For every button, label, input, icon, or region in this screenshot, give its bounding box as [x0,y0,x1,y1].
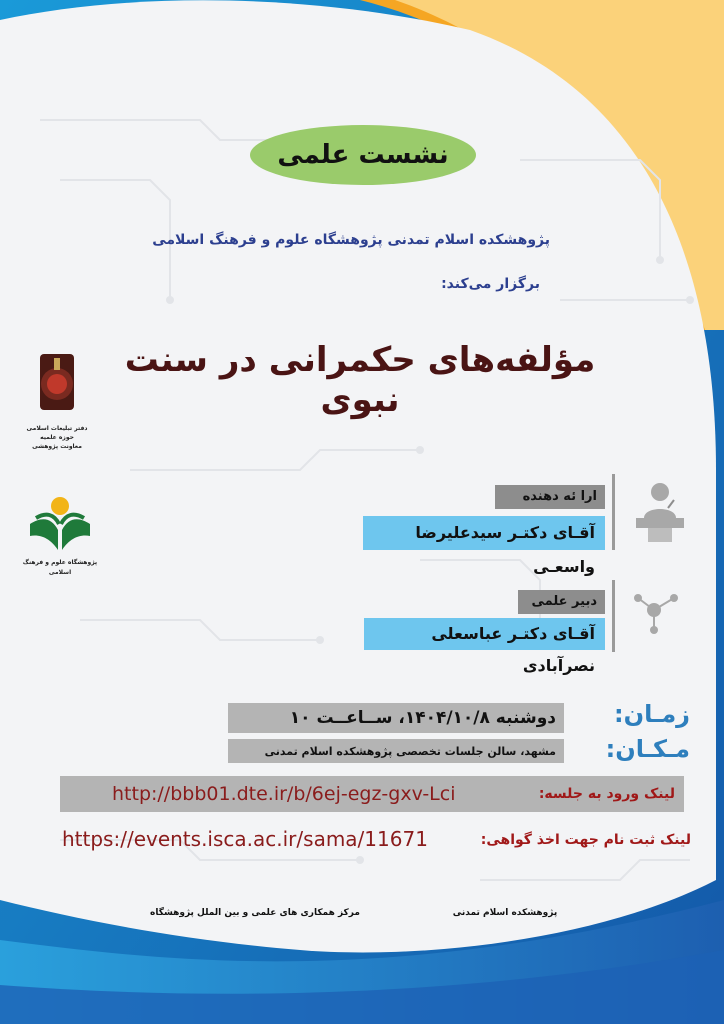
tablighat-logo [26,350,88,450]
secretary-divider [612,580,615,652]
session-link-label: لینک ورود به جلسه: [538,786,675,802]
register-link-label: لینک ثبت نام جهت اخذ گواهی: [480,832,691,848]
time-label: زمـان: [614,700,690,728]
tablighat-caption-1: دفتر تبلیغات اسلامی حوزه علمیه [26,425,88,441]
speaker-podium-icon [630,478,690,544]
footer-left-text: مرکز همکاری های علمی و بین الملل پژوهشگاه [150,908,360,918]
tablighat-emblem-icon [26,350,88,420]
event-type-badge [250,125,476,185]
event-type-text: نشست علمی [277,140,449,170]
place-bar [228,739,564,763]
time-value: دوشنبه ۱۴۰۴/۱۰/۸، ســاعــت ۱۰ [289,708,556,728]
presenter-divider [612,474,615,550]
isca-logo [22,494,98,574]
place-label: مـکـان: [605,735,690,763]
secretary-label: دبیر علمی [518,590,605,614]
tablighat-caption-2: معاونت پژوهشی [32,443,82,450]
session-link-url[interactable]: http://bbb01.dte.ir/b/6ej-egz-gxv-Lci [112,783,456,805]
isca-emblem-icon [22,494,98,554]
place-value: مشهد، سالن جلسات تخصصی پژوهشکده اسلام تمدنی [264,744,556,758]
register-link-url[interactable]: https://events.isca.ac.ir/sama/11671 [62,827,428,851]
network-nodes-icon [632,586,682,636]
secretary-name: آقـای دکتـر عباسعلی نصرآبادی [364,618,605,650]
presenter-label: ارا ئه دهنده [495,485,605,509]
time-bar [228,703,564,733]
organizer-line-1: پژوهشکده اسلام تمدنی پژوهشگاه علوم و فرهنگ اسلامی [152,232,550,248]
isca-caption: پژوهشگاه علوم و فرهنگ اسلامی [22,559,98,576]
event-title: مؤلفه‌های حکمرانی در سنت نبوی [124,340,596,420]
organizer-line-2: برگزار می‌کند: [441,276,540,292]
footer-right-text: پژوهشکده اسلام تمدنی [452,908,558,918]
presenter-name: آقـای دکتـر سیدعلیرضا واسعـی [363,516,605,550]
